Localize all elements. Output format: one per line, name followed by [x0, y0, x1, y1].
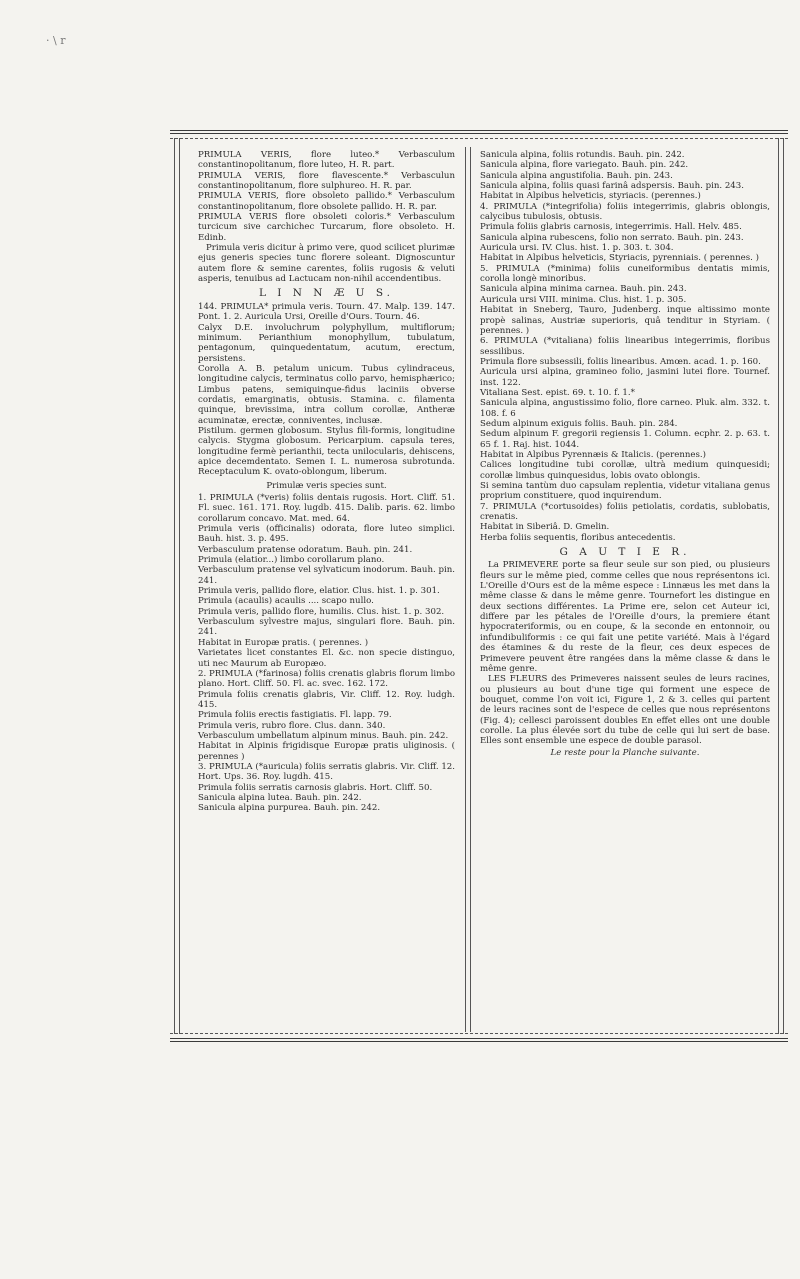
species-heading: Primulæ veris species sunt. [266, 480, 387, 491]
entry: Si semina tantùm duo capsulam replentia, videtur vitaliana genus proprium constituere, quod inquirendum. [480, 481, 770, 502]
entry: Primula (elatior...) limbo corollarum plano. [198, 555, 385, 566]
entry: Verbasculum sylvestre majus, singulari flore. Bauh. pin. 241. [198, 617, 455, 638]
section-heading-gautier: G A U T I E R. [559, 546, 691, 559]
entry: Sanicula alpina, foliis quasi farinâ adspersis. Bauh. pin. 243. [480, 181, 744, 192]
entry: Sanicula alpina, angustissimo folio, flore carneo. Pluk. alm. 332. t. 108. f. 6 [480, 398, 770, 419]
entry: 5. PRIMULA (*minima) foliis cuneiformibus dentatis mimis, corolla longè minoribus. [480, 263, 770, 285]
entry: Pistilum. germen globosum. Stylus fili-formis, longitudine calycis. Stygma globosum. Pericarpium. capsula teres, longitudine fermè perianthii, tecta unilocularis, dehiscens, apice decemdentato. Semen I. L. numerosa subrotunda. Receptaculum K. ovato-oblongum, liberum. [198, 425, 455, 478]
paragraph: Primula veris dicitur à primo vere, quod scilicet plurimæ ejus generis species tunc florere soleant. Dignoscuntur autem flore & semine carentes, foliis rugosis & veluti asperis, tenuibus ad Lactucam non-nihil accendentibus. [198, 243, 455, 285]
column-divider [465, 147, 471, 1032]
entry: Sanicula alpina, foliis rotundis. Bauh. pin. 242. [480, 150, 685, 160]
entry: Auricula ursi VIII. minima. Clus. hist. 1. p. 305. [480, 294, 687, 305]
entry: Calices longitudine tubi corollæ, ultrà medium quinquesidi; corollæ limbus quinquesidus, lobis ovato oblongis. [480, 460, 770, 481]
entry: Sedum alpinum exiguis foliis. Bauh. pin. 284. [480, 418, 678, 429]
entry: Verbasculum pratense odoratum. Bauh. pin. 241. [198, 544, 413, 555]
entry: Sanicula alpina lutea. Bauh. pin. 242. [198, 792, 362, 803]
entry: Habitat in Alpinis frigidisque Europæ pratis uliginosis. ( perennes ) [198, 741, 455, 762]
entry: Primula veris, pallido flore, elatior. Clus. hist. 1. p. 301. [198, 586, 440, 597]
entry: 1. PRIMULA (*veris) foliis dentais rugosis. Hort. Cliff. 51. Fl. suec. 161. 171. Roy. lugdb. 415. Dalib. paris. 62. limbo corollarum concavo. Mat. med. 64. [198, 493, 455, 524]
entry: Corolla A. B. petalum unicum. Tubus cylindraceus, longitudine calycis, terminatus collo parvo, hemisphærico; Limbus patens, semiquinque-fidus laciniis obverse cordatis, emarginatis, obtusis. Stamina. c. filamenta quinque, brevissima, intra collum corollæ, Antheræ acuminatæ, erectæ, conniventes, inclusæ. [198, 363, 455, 426]
entry: PRIMULA VERIS, flore luteo.* Verbasculum constantinopolitanum, flore luteo, H. R. part. [198, 150, 455, 171]
entry: Primula flore subsessili, foliis linearibus. Amœn. acad. 1. p. 160. [480, 356, 761, 367]
entry: Auricula ursi alpina, gramineo folio, jasmini lutei flore. Tournef. inst. 122. [480, 367, 770, 388]
entry: Sedum alpinum F. gregorii regiensis 1. Column. ecphr. 2. p. 63. t. 65 f. 1. Raj. hist. 1044. [480, 429, 770, 450]
entry: Vitaliana Sest. epist. 69. t. 10. f. 1.* [480, 387, 635, 398]
entry: Verbasculum umbellatum alpinum minus. Bauh. pin. 242. [198, 730, 449, 741]
right-column [480, 150, 770, 758]
entry: Habitat in Alpibus Pyrennæis & Italicis. (perennes.) [480, 449, 706, 460]
entry: Primula veris, rubro flore. Clus. dann. 340. [198, 720, 386, 731]
entry: Habitat in Siberiâ. D. Gmelin. [480, 522, 610, 533]
entry: Sanicula alpina rubescens, folio non serrato. Bauh. pin. 243. [480, 232, 744, 243]
entry: Verbasculum pratense vel sylvaticum inodorum. Bauh. pin. 241. [198, 565, 455, 586]
frame-left-rule [174, 138, 180, 1034]
entry: Auricula ursi. IV. Clus. hist. 1. p. 303. t. 304. [480, 243, 674, 254]
entry: 2. PRIMULA (*farinosa) foliis crenatis glabris florum limbo plano. Hort. Cliff. 50. Fl. ac. svec. 162. 172. [198, 668, 455, 690]
entry: Herba foliis sequentis, floribus antecedentis. [480, 532, 676, 543]
entry: Sanicula alpina purpurea. Bauh. pin. 242. [198, 803, 381, 814]
entry: Calyx D.E. involuchrum polyphyllum, multiflorum; minimum. Perianthium monophyllum, tubulatum, pentagonum, quinquedentatum, acutum, erectum, persistens. [198, 322, 455, 364]
frame-right-rule [778, 138, 784, 1034]
entry: Primula foliis crenatis glabris, Vir. Cliff. 12. Roy. ludgh. 415. [198, 689, 455, 710]
paragraph: La PRIMEVERE porte sa fleur seule sur son pied, ou plusieurs fleurs sur le même pied, comme celles que nous représentons ici. L'Oreille d'Ours est de la même espece : Linnæus les met dans la même classe & dans le même genre. Tournefort les distingue en deux sections différentes. La Prime ere, selon cet Auteur ici, differe par les pétales de l'Oreille d'ours, la premiere étant hypocrateriformis, ou en coupe, & la seconde en entonnoir, ou infundibuliformis : ce qui fait une petite variété. Mais à l'égard des étamines & du reste de la fleur, ces deux especes de Primevere peuvent être rangées dans la même classe & dans le même genre. [480, 560, 770, 674]
section-heading-linnaeus: L I N N Æ U S. [258, 287, 395, 300]
paragraph: LES FLEURS des Primeveres naissent seules de leurs racines, ou plusieurs au bout d'une tige qui forment une espece de bouquet, comme l'on voit ici, Figure 1, 2 & 3. celles qui partent de leurs racines sont de l'espece de celles que nous représentons (Fig. 4); cellesci paroissent doubles En effet elles ont une double corolle. La plus élevée sort du tube de celle qui lui sert de base. Elles sont ensemble une espece de double parasol. [480, 674, 770, 747]
entry: 4. PRIMULA (*integrifolia) foliis integerrimis, glabris oblongis, calycibus tubulosis, obtusis. [480, 201, 770, 223]
entry: 3. PRIMULA (*auricula) foliis serratis glabris. Vir. Cliff. 12. Hort. Ups. 36. Roy. lugdh. 415. [198, 761, 455, 783]
entry: 6. PRIMULA (*vitaliana) foliis linearibus integerrimis, floribus sessilibus. [480, 336, 770, 357]
entry: Primula foliis erectis fastigiatis. Fl. lapp. 79. [198, 710, 392, 721]
entry: Habitat in Sneberg, Tauro, Judenberg. inque altissimo monte propè salinas, Austriæ superioris, quâ tenditur in Styriam. ( perennes. ) [480, 305, 770, 336]
closing-note: Le reste pour la Planche suivante. [550, 747, 700, 758]
entry: Habitat in Alpibus helveticis, Styriacis, pyrenniais. ( perennes. ) [480, 253, 759, 264]
entry: Habitat in Europæ pratis. ( perennes. ) [198, 637, 369, 648]
entry: PRIMULA VERIS flore obsoleti coloris.* Verbasculum turcicum sive carchichec Turcarum, flore obsoleto. H. Edinb. [198, 212, 455, 243]
entry: Primula (acaulis) acaulis .... scapo nullo. [198, 596, 374, 607]
margin-mark: · \ r [46, 34, 66, 47]
entry: Sanicula alpina, flore variegato. Bauh. pin. 242. [480, 160, 689, 171]
entry: Primula foliis serratis carnosis glabris. Hort. Cliff. 50. [198, 782, 433, 793]
entry: Primula foliis glabris carnosis, integerrimis. Hall. Helv. 485. [480, 222, 742, 233]
entry: PRIMULA VERIS, flore flavescente.* Verbasculun constantinopolitanum, flore sulphureo. H. R. par. [198, 170, 455, 192]
entry: PRIMULA VERIS, flore obsoleto pallido.* Verbasculum constantinopolitanum, flore obsolete pallido. H. R. par. [198, 191, 455, 212]
entry: Primula veris, pallido flore, humilis. Clus. hist. 1. p. 302. [198, 606, 445, 617]
entry: 7. PRIMULA (*cortusoides) foliis petiolatis, cordatis, sublobatis, crenatis. [480, 501, 770, 523]
entry: 144. PRIMULA* primula veris. Tourn. 47. Malp. 139. 147. Pont. 1. 2. Auricula Ursi, Oreille d'Ours. Tourn. 46. [198, 301, 455, 323]
entry: Primula veris (officinalis) odorata, flore luteo simplici. Bauh. hist. 3. p. 495. [198, 524, 455, 545]
entry: Varietates licet constantes El. &c. non specie distinguo, uti nec Maurum ab Europæo. [198, 648, 455, 669]
entry: Habitat in Alpibus helveticis, styriacis. (perennes.) [480, 191, 701, 202]
left-column [198, 150, 455, 814]
entry: Sanicula alpina angustifolia. Bauh. pin. 243. [480, 170, 673, 181]
entry: Sanicula alpina minima carnea. Bauh. pin. 243. [480, 284, 687, 295]
